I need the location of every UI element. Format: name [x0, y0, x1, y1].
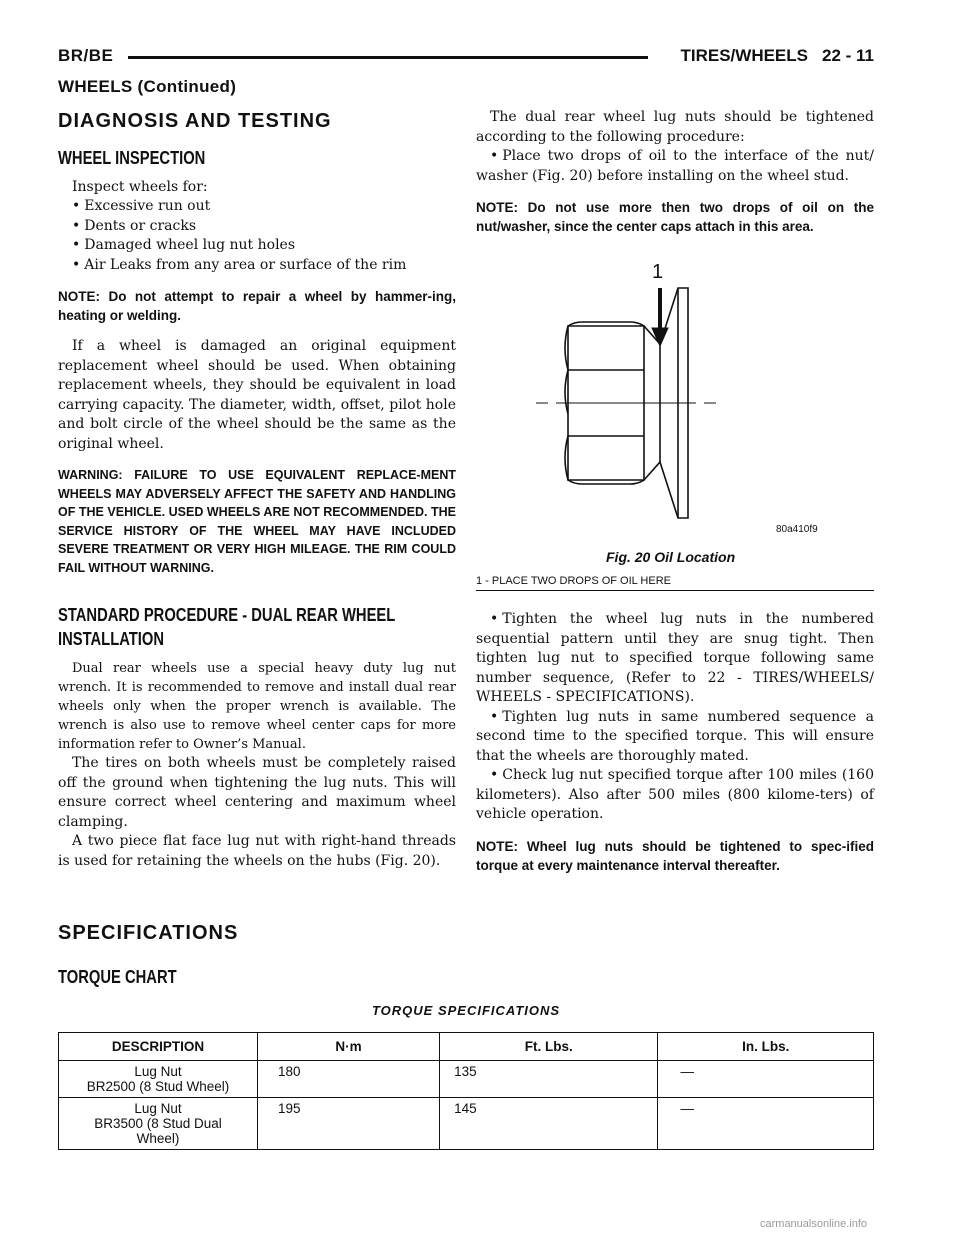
list-item: • Dents or cracks — [72, 217, 456, 237]
row-in: — — [658, 1098, 874, 1150]
torque-table — [58, 1032, 874, 1150]
page-header — [58, 42, 874, 72]
procedure-paragraph-3: A two piece flat face lug nut with right-hand threads is used for retaining the wheels on the hubs (Fig. 20). — [58, 833, 456, 869]
col-ft-lbs: Ft. Lbs. — [440, 1033, 658, 1061]
header-rule — [128, 56, 648, 59]
row-description — [59, 1061, 258, 1098]
watermark: carmanualsonline.info — [760, 1218, 868, 1230]
specifications-title: SPECIFICATIONS — [58, 922, 239, 944]
header-model: BR/BE — [58, 46, 114, 65]
inspection-intro: Inspect wheels for: — [72, 178, 208, 195]
col-description: DESCRIPTION — [59, 1033, 258, 1061]
right-paragraph-1: The dual rear wheel lug nuts should be tightened according to the following procedure: — [476, 109, 874, 145]
list-item: • Air Leaks from any area or surface of the rim — [72, 256, 456, 276]
row-ft: 135 — [440, 1061, 658, 1098]
list-item: • Excessive run out — [72, 197, 456, 217]
row-nm: 180 — [258, 1061, 440, 1098]
header-section: TIRES/WHEELS — [680, 46, 808, 65]
figure-code: 80a410f9 — [776, 524, 818, 535]
header-page-number: 22 - 11 — [822, 46, 874, 65]
header-right — [680, 46, 874, 66]
desc-line: BR3500 (8 Stud Dual — [94, 1116, 222, 1131]
table-header-row — [59, 1033, 874, 1061]
table-row — [59, 1061, 874, 1098]
procedure-paragraph-1: Dual rear wheels use a special heavy duty lug nut wrench. It is recommended to remove and install dual rear wheels only when the proper wrench is available. The wrench is also use to remove wheel center caps for more information refer to Owner’s Manual. — [58, 661, 456, 752]
figure-callout: 1 — [652, 261, 664, 283]
right-column — [476, 108, 874, 887]
specifications-section — [58, 918, 874, 1150]
figure-caption: Fig. 20 Oil Location — [606, 549, 736, 565]
bullet-recheck: • Check lug nut specified torque after 100 miles (160 kilometers). Also after 500 miles (800 kilome-ters) of vehicle operation. — [476, 766, 874, 825]
diagnosis-title: DIAGNOSIS AND TESTING — [58, 110, 332, 132]
left-column — [58, 108, 456, 871]
desc-line: Lug Nut — [134, 1064, 182, 1079]
lug-nut-diagram — [476, 248, 874, 548]
desc-line: BR2500 (8 Stud Wheel) — [86, 1079, 230, 1094]
row-in: — — [658, 1061, 874, 1098]
row-nm: 195 — [258, 1098, 440, 1150]
desc-line: Lug Nut — [134, 1101, 182, 1116]
table-caption: TORQUE SPECIFICATIONS — [371, 1003, 561, 1018]
procedure-title: STANDARD PROCEDURE - DUAL REAR WHEEL INSTALLATION — [58, 605, 396, 649]
bullet-tighten-pattern: • Tighten the wheel lug nuts in the numbered sequential pattern until they are snug tight. Then tighten lug nut to specified torque following same number sequence, (Refer to 22 - TIRES/WHEELS/ WHEELS - SPECIFICATIONS). — [476, 610, 874, 708]
col-in-lbs: In. Lbs. — [658, 1033, 874, 1061]
inspection-list — [58, 197, 456, 275]
row-description — [59, 1098, 258, 1150]
maintenance-note: NOTE: Wheel lug nuts should be tightened to spec-ified torque at every maintenance interval thereafter. — [476, 838, 874, 873]
inspection-paragraph: If a wheel is damaged an original equipment replacement wheel should be used. When obtaining replacement wheels, they should be equivalent in load carrying capacity. The diameter, width, offset, pilot hole and bolt circle of the wheel should be the same as the original wheel. — [58, 338, 456, 452]
oil-note: NOTE: Do not use more then two drops of oil on the nut/washer, since the center caps attach in this area. — [476, 200, 874, 234]
row-ft: 145 — [440, 1098, 658, 1150]
figure-oil-location — [476, 248, 874, 588]
continued-heading: WHEELS (Continued) — [58, 77, 237, 96]
figure-legend: 1 - PLACE TWO DROPS OF OIL HERE — [476, 575, 671, 587]
inspection-title: WHEEL INSPECTION — [58, 147, 206, 168]
list-item: • Damaged wheel lug nut holes — [72, 236, 456, 256]
table-row — [59, 1098, 874, 1150]
figure-rule — [476, 590, 874, 591]
col-nm: N·m — [258, 1033, 440, 1061]
inspection-note: NOTE: Do not attempt to repair a wheel by hammer-ing, heating or welding. — [58, 289, 456, 323]
inspection-warning: WARNING: FAILURE TO USE EQUIVALENT REPLACE-MENT WHEELS MAY ADVERSELY AFFECT THE SAFETY AND HANDLING OF THE VEHICLE. USED WHEELS ARE NOT RECOMMENDED. THE SERVICE HISTORY OF THE WHEEL MAY HAVE INCLUDED SEVERE TREATMENT OR VERY HIGH MILEAGE. THE RIM COULD FAIL WITHOUT WARNING. — [58, 468, 456, 575]
desc-line: Wheel) — [136, 1131, 180, 1146]
torque-chart-title: TORQUE CHART — [58, 967, 177, 987]
procedure-paragraph-2: The tires on both wheels must be completely raised off the ground when tightening the lug nuts. This will ensure correct wheel centering and maximum wheel clamping. — [58, 755, 456, 830]
bullet-oil: • Place two drops of oil to the interface of the nut/ washer (Fig. 20) before installing on the wheel stud. — [476, 147, 874, 186]
bullet-second-pass: • Tighten lug nuts in same numbered sequence a second time to the specified torque. This will ensure that the wheels are thoroughly mated. — [476, 708, 874, 767]
